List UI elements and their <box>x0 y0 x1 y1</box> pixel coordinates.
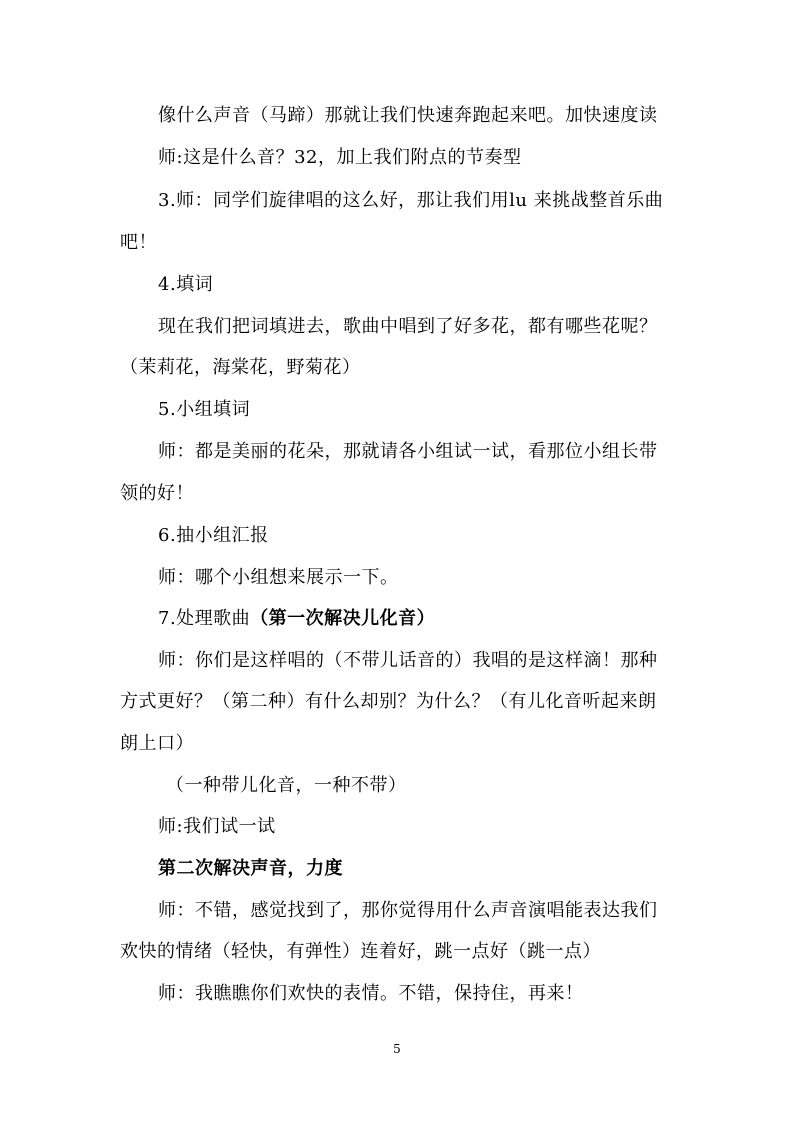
text-line: 5.小组填词 <box>158 399 251 420</box>
section-heading: 第二次解决声音，力度 <box>158 858 343 879</box>
text-line: 师：你们是这样唱的（不带儿话音的）我唱的是这样滴！那种 <box>158 650 658 671</box>
text-line: （茉莉花，海棠花，野菊花） <box>120 357 361 378</box>
text-line: 师:这是什么音？32，加上我们附点的节奏型 <box>158 147 522 168</box>
text-line: 师：哪个小组想来展示一下。 <box>158 567 399 588</box>
page-number: 5 <box>393 1042 401 1056</box>
text-line: 师：不错，感觉找到了，那你觉得用什么声音演唱能表达我们 <box>158 900 658 921</box>
text-line: 3.师：同学们旋律唱的这么好，那让我们用lu 来挑战整首乐曲 <box>158 190 664 211</box>
text-line: 方式更好？（第二种）有什么却别？为什么？（有儿化音听起来朗 <box>120 691 657 712</box>
text-line: 像什么声音（马蹄）那就让我们快速奔跑起来吧。加快速度读 <box>158 105 658 126</box>
text-line: 6.抽小组汇报 <box>158 525 269 546</box>
section-note: （第一次解决儿化音） <box>250 608 436 629</box>
section-label: 7.处理歌曲 <box>158 608 251 629</box>
text-line: 师：都是美丽的花朵，那就请各小组试一试，看那位小组长带 <box>158 441 658 462</box>
text-line: 欢快的情绪（轻快，有弹性）连着好，跳一点好（跳一点） <box>120 941 601 962</box>
text-line: 领的好！ <box>120 483 194 504</box>
text-line: 吧！ <box>120 232 157 253</box>
text-line <box>0 607 794 631</box>
text-line: 师:我们试一试 <box>158 816 276 837</box>
text-line: 朗上口） <box>120 733 194 754</box>
text-line: 师：我瞧瞧你们欢快的表情。不错，保持住，再来！ <box>158 983 584 1004</box>
text-line: 4.填词 <box>158 274 214 295</box>
text-line: 现在我们把词填进去，歌曲中唱到了好多花，都有哪些花呢？ <box>158 316 658 337</box>
text-line: （一种带儿化音，一种不带） <box>166 775 407 796</box>
